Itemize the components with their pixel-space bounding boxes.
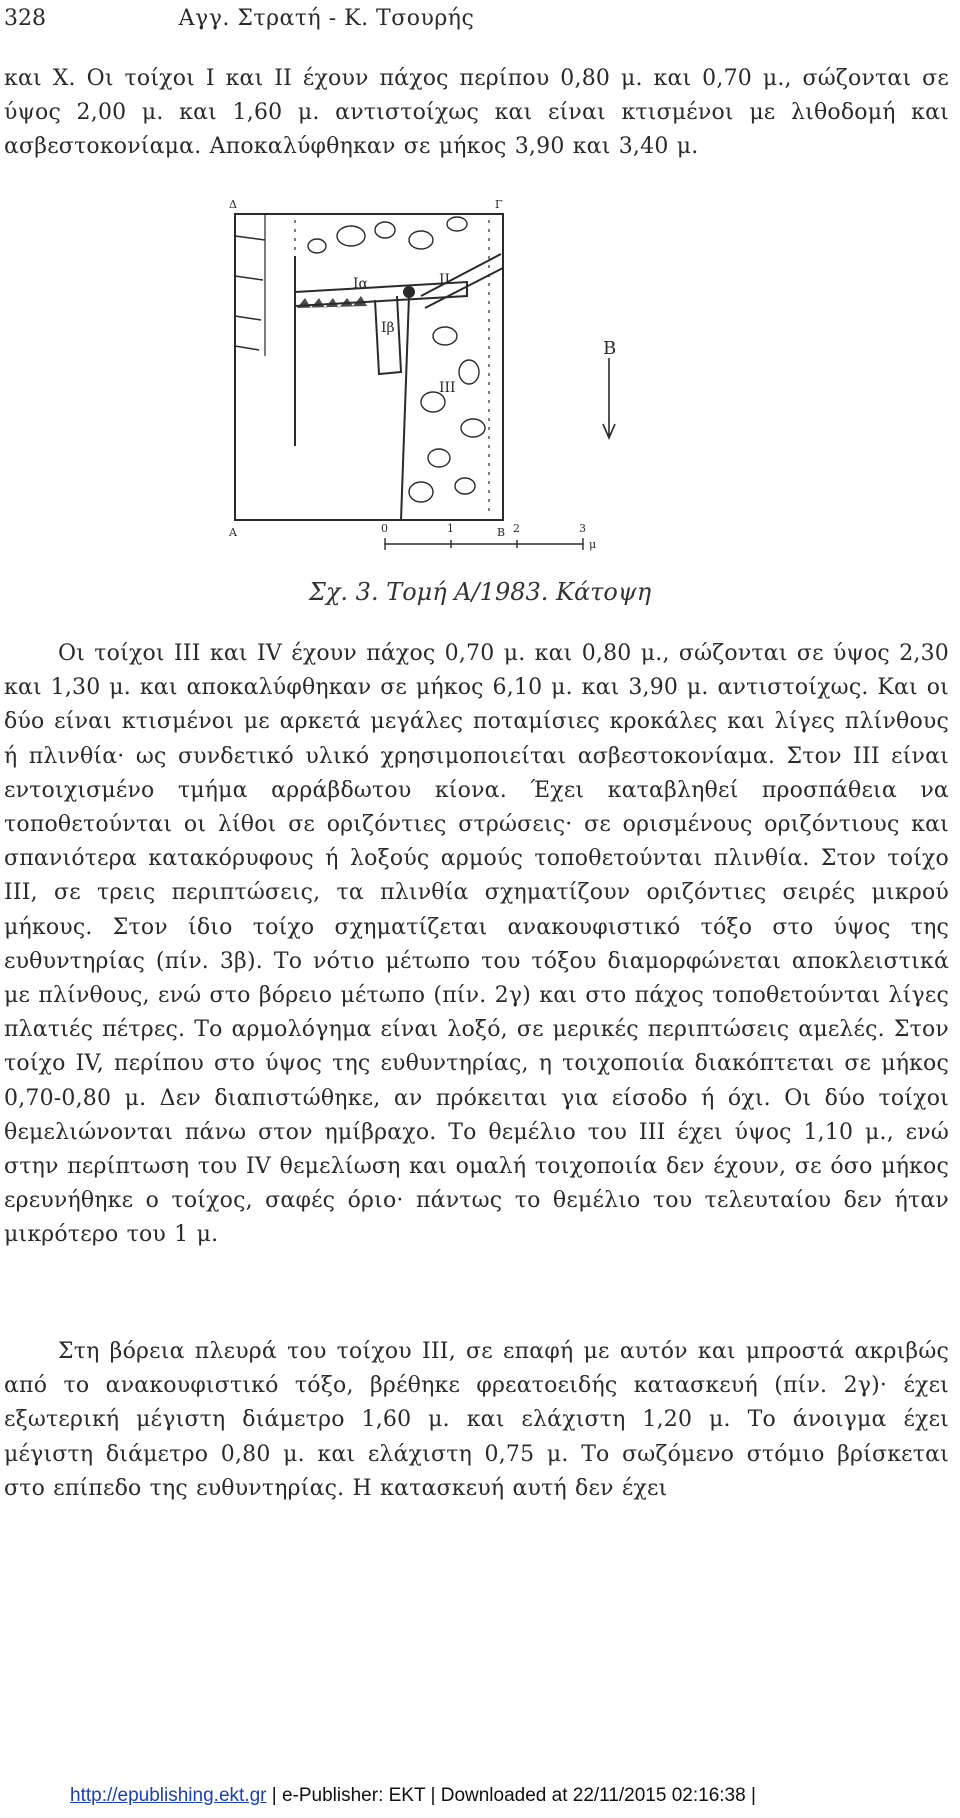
paragraph-1: και Χ. Οι τοίχοι Ι και II έχουν πάχος περίπου 0,80 μ. και 0,70 μ., σώζονται σε ύψος 2,00 μ. και 1,60 μ. αντιστοίχως και είναι κτισμένοι με λιθοδομή και ασβεστοκονίαμα. Αποκαλύφθηκαν σε μήκος 3,90 και 3,40 μ.	[4, 66, 949, 160]
scale-tick-3: 3	[579, 522, 586, 535]
corner-label-d: Δ	[229, 198, 237, 211]
scale-tick-0: 0	[381, 522, 388, 535]
wall-3-west-face	[401, 296, 409, 520]
footer-meta: | e-Publisher: EKT | Downloaded at 22/11/2015 02:16:38 |	[266, 1785, 756, 1806]
scale-bar	[385, 538, 583, 550]
column-fragment-icon	[403, 286, 415, 298]
wall-label-1b: Ιβ	[381, 320, 395, 336]
paragraph-2-text: Οι τοίχοι III και IV έχουν πάχος 0,70 μ. και 0,80 μ., σώζονται σε ύψος 2,30 και 1,30 μ. και αποκαλύφθηκαν σε μήκος 6,10 μ. και 3,90 μ. αντιστοίχως. Και οι δύο είναι κτισμένοι με αρκετά μεγάλες ποταμίσιες κροκάλες και λίγες πλίνθους ή πλινθία· ως συνδετικό υλικό χρησιμοποιείται ασβεστοκονίαμα. Στον III είναι εντοιχισμένο τμήμα αρράβδωτου κίονα. Έχει καταβληθεί προσπάθεια να τοποθετούνται οι λίθοι σε οριζόντιες στρώσεις· σε ορισμένους οριζόντιους και σπανιότερα κατακόρυφους ή λοξούς αρμούς τοποθετούνται πλινθία. Στον τοίχο III, σε τρεις περιπτώσεις, τα πλινθία σχηματίζουν οριζόντιες σειρές μικρού μήκους. Στον ίδιο τοίχο σχηματίζεται ανακουφιστικό τόξο στο ύψος της ευθυντηρίας (πίν. 3β). Το νότιο μέτωπο του τόξου διαμορφώνεται αποκλειστικά με πλίνθους, ενώ στο βόρειο μέτωπο (πίν. 2γ) και στο πάχος τοποθετούνται λίγες πλατιές πέτρες. Το αρμολόγημα είναι λοξό, σε μερικές περιπτώσεις αμελές. Στον τοίχο IV, περίπου στο ύψος της ευθυντηρίας, η τοιχοποιία διακόπτεται σε μήκος 0,70-0,80 μ. Δεν διαπιστώθηκε, αν πρόκειται για είσοδο ή όχι. Οι δύο τοίχοι θεμελιώνονται πάνω στον ημίβραχο. Το θεμέλιο του III έχει ύψος 1,10 μ., ενώ στην περίπτωση του IV θεμελίωση και ομαλή τοιχοποιία δεν έχουν, σε όσο μήκος ερευνήθηκε ο τοίχος, σαφές όριο· πάντως το θεμέλιο του τελευταίου δεν ήταν μικρότερο του 1 μ.	[4, 641, 949, 1248]
wall-label-1a: Ια	[353, 276, 368, 292]
page-header	[4, 4, 649, 34]
paragraph-3	[4, 1335, 949, 1506]
epublishing-link[interactable]: http://epublishing.ekt.gr	[70, 1785, 267, 1806]
north-arrow-icon	[603, 358, 615, 438]
paragraph-2	[4, 637, 949, 1253]
figure-caption: Σχ. 3. Τομή Α/1983. Κάτοψη	[308, 578, 652, 606]
download-footer	[70, 1785, 756, 1807]
paragraph-3-text: Στη βόρεια πλευρά του τοίχου III, σε επαφή με αυτόν και μπροστά ακριβώς από το ανακουφιστικό τόξο, βρέθηκε φρεατοειδής κατασκευή (πίν. 2γ)· έχει εξωτερική μέγιστη διάμετρο 1,60 μ. και ελάχιστη 1,20 μ. Το άνοιγμα έχει μέγιστη διάμετρο 0,80 μ. και ελάχιστη 0,75 μ. Το σωζόμενο στόμιο βρίσκεται στο επίπεδο της ευθυντηρίας. Η κατασκευή αυτή δεν έχει	[4, 1339, 949, 1501]
corner-label-a: Α	[229, 526, 237, 539]
corner-label-g: Γ	[495, 198, 503, 211]
scale-tick-1: 1	[447, 522, 454, 535]
wall-label-2: II	[439, 272, 451, 288]
plan-drawing	[225, 196, 715, 556]
trench-outline	[235, 214, 503, 520]
scale-unit: μ	[589, 538, 597, 551]
wall-label-3: III	[439, 380, 456, 396]
scale-tick-2: 2	[513, 522, 520, 535]
north-arrow-label: Β	[603, 338, 617, 359]
page-number: 328	[4, 6, 46, 31]
plan-figure	[225, 196, 715, 556]
corner-label-b: Β	[497, 526, 506, 539]
running-head: Αγγ. Στρατή - Κ. Τσουρής	[178, 6, 475, 31]
